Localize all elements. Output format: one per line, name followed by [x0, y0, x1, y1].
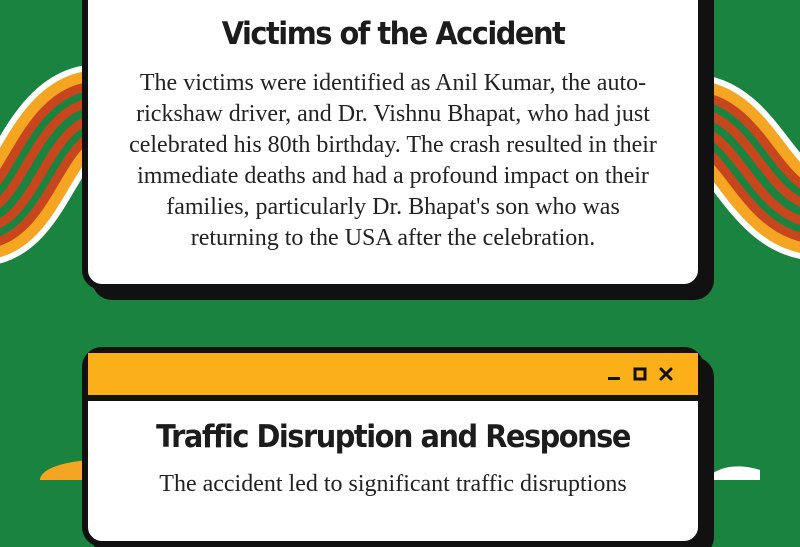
card-body-text: The victims were identified as Anil Kumar, the auto-rickshaw driver, and Dr. Vishnu Bhapat, who had just celebrated his 80th birthday. The crash resulted in their immediate deaths and had a profound impact on their families, particularly Dr. Bhapat's son who was returning to the USA after the celebration.: [129, 70, 657, 251]
window-title-bar[interactable]: [88, 353, 698, 401]
victims-card: [82, 0, 704, 290]
card-body-text: The accident led to significant traffic disruptions: [159, 471, 627, 497]
maximize-icon[interactable]: [632, 366, 648, 382]
traffic-card: [82, 347, 704, 547]
card-title: Victims of the Accident: [221, 16, 565, 52]
card-title: Traffic Disruption and Response: [156, 419, 630, 455]
close-icon[interactable]: [658, 366, 674, 382]
minimize-icon[interactable]: [606, 366, 622, 382]
